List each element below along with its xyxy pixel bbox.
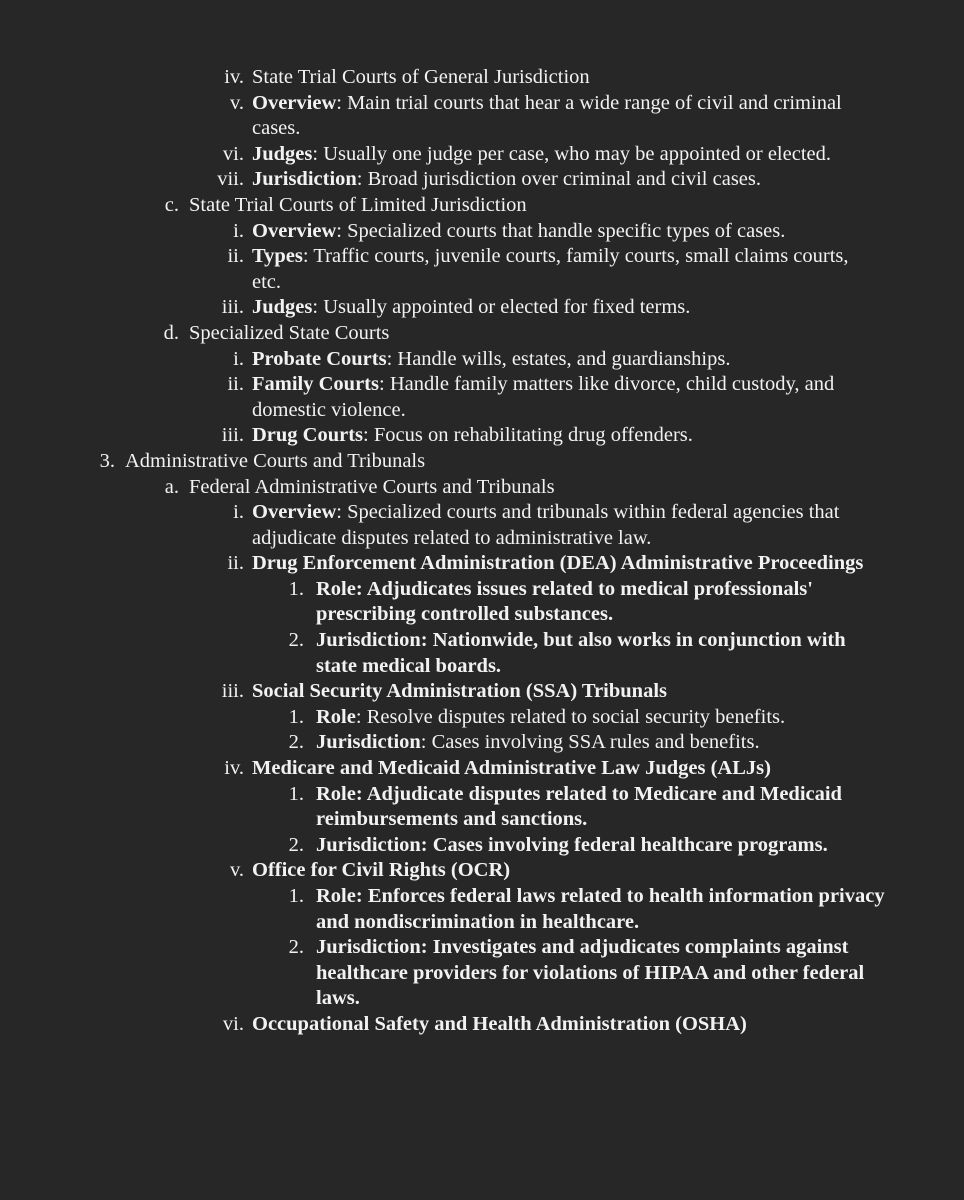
- item-text: [252, 347, 882, 373]
- item-text: [252, 679, 882, 705]
- list-marker: 2.: [288, 833, 304, 856]
- item-label: Office for Civil Rights (OCR): [252, 859, 511, 882]
- item-description: Specialized courts and tribunals within federal agencies that adjudicate disputes related to administrative law.: [252, 501, 840, 549]
- item-text: [252, 295, 882, 321]
- item-text: [252, 858, 882, 884]
- list-marker: 1.: [288, 577, 304, 600]
- outline-item: [0, 219, 964, 245]
- item-description: Main trial courts that hear a wide range of civil and criminal cases.: [252, 91, 842, 140]
- item-label: Role: [316, 885, 356, 907]
- item-label: Role: [316, 577, 356, 600]
- item-label: Probate Courts: [252, 347, 387, 370]
- label-separator: :: [378, 373, 390, 396]
- label-separator: :: [312, 142, 324, 165]
- item-label: Overview: [252, 219, 337, 242]
- item-text: [316, 833, 886, 859]
- item-text: [252, 372, 882, 423]
- outline-item: [0, 551, 964, 577]
- item-text: [252, 142, 882, 168]
- item-label: Overview: [252, 501, 337, 524]
- item-description: Usually appointed or elected for fixed terms.: [323, 296, 691, 319]
- outline-item: [0, 705, 964, 731]
- item-label: Administrative Courts and Tribunals: [125, 449, 426, 472]
- label-separator: :: [356, 168, 368, 191]
- list-marker: c.: [164, 193, 179, 216]
- outline-item: [0, 321, 964, 347]
- item-label: Drug Courts: [252, 424, 364, 447]
- item-label: Role: [316, 782, 356, 805]
- item-text: [316, 577, 886, 628]
- list-marker: vi.: [222, 142, 244, 165]
- item-description: Cases involving SSA rules and benefits.: [431, 731, 760, 754]
- label-separator: :: [420, 936, 433, 959]
- item-label: Drug Enforcement Administration (DEA) Administrative Proceedings: [252, 552, 864, 575]
- item-label: Judges: [252, 142, 313, 165]
- outline-item: [0, 347, 964, 373]
- item-text: [125, 449, 905, 475]
- outline-item: [0, 193, 964, 219]
- list-marker: iii.: [221, 680, 244, 703]
- list-marker: i.: [233, 219, 244, 242]
- item-label: State Trial Courts of Limited Jurisdiction: [189, 193, 527, 216]
- item-label: Judges: [252, 296, 313, 319]
- item-label: Medicare and Medicaid Administrative Law Judges (ALJs): [252, 757, 771, 780]
- label-separator: :: [420, 629, 433, 652]
- outline-item: [0, 65, 964, 91]
- item-text: [252, 500, 882, 551]
- list-marker: i.: [233, 347, 244, 370]
- list-marker: 1.: [288, 705, 304, 728]
- item-text: [252, 244, 882, 295]
- item-label: Jurisdiction: [316, 629, 421, 652]
- item-description: Adjudicate disputes related to Medicare and Medicaid reimbursements and sanctions.: [316, 782, 842, 831]
- outline-item: [0, 679, 964, 705]
- item-text: [316, 705, 886, 731]
- item-description: Enforces federal laws related to health information privacy and nondiscrimination in healthcare.: [316, 885, 885, 933]
- outline-item: [0, 884, 964, 935]
- list-marker: iv.: [224, 757, 244, 780]
- item-description: Usually one judge per case, who may be appointed or elected.: [323, 142, 831, 165]
- label-separator: :: [302, 245, 314, 268]
- item-text: [316, 628, 886, 679]
- outline-item: [0, 244, 964, 295]
- item-description: Handle family matters like divorce, child custody, and domestic violence.: [252, 373, 835, 421]
- item-description: Adjudicates issues related to medical professionals' prescribing controlled substances.: [316, 577, 813, 626]
- list-marker: iii.: [221, 296, 244, 319]
- item-label: Jurisdiction: [316, 833, 421, 856]
- list-marker: v.: [229, 91, 244, 114]
- item-description: Cases involving federal healthcare programs.: [432, 833, 828, 856]
- outline-item: [0, 628, 964, 679]
- outline-item: [0, 858, 964, 884]
- outline-item: [0, 449, 964, 475]
- item-text: [316, 782, 886, 833]
- label-separator: :: [420, 833, 433, 856]
- item-label: Types: [252, 245, 303, 268]
- list-marker: 2.: [288, 629, 304, 652]
- item-text: [316, 884, 886, 935]
- label-separator: :: [336, 219, 348, 242]
- outline-item: [0, 730, 964, 756]
- outline-item: [0, 372, 964, 423]
- list-marker: i.: [233, 501, 244, 524]
- outline-item: [0, 782, 964, 833]
- item-description: Focus on rehabilitating drug offenders.: [373, 424, 693, 447]
- list-marker: ii.: [227, 373, 244, 396]
- list-marker: 2.: [288, 731, 304, 754]
- label-separator: :: [336, 501, 348, 524]
- item-label: Occupational Safety and Health Administration (OSHA): [252, 1012, 747, 1035]
- item-description: Handle wills, estates, and guardianships.: [397, 347, 731, 370]
- item-label: Overview: [252, 91, 337, 114]
- item-label: Jurisdiction: [316, 731, 421, 754]
- list-marker: vi.: [222, 1012, 244, 1035]
- item-description: Specialized courts that handle specific types of cases.: [347, 219, 786, 242]
- outline-item: [0, 833, 964, 859]
- item-text: [252, 167, 882, 193]
- label-separator: :: [312, 296, 324, 319]
- outline-item: [0, 1012, 964, 1038]
- item-text: [316, 730, 886, 756]
- list-marker: ii.: [227, 245, 244, 268]
- label-separator: :: [355, 705, 367, 728]
- outline-item: [0, 91, 964, 142]
- outline-item: [0, 423, 964, 449]
- label-separator: :: [363, 424, 374, 447]
- item-label: Role: [316, 705, 356, 728]
- item-description: Nationwide, but also works in conjunction with state medical boards.: [316, 629, 846, 677]
- item-label: Jurisdiction: [252, 168, 357, 191]
- outline-item: [0, 295, 964, 321]
- item-text: [252, 65, 882, 91]
- list-marker: 1.: [288, 885, 304, 907]
- item-label: Federal Administrative Courts and Tribunals: [189, 475, 555, 498]
- item-label: Social Security Administration (SSA) Tribunals: [252, 680, 667, 703]
- list-marker: a.: [164, 475, 179, 498]
- item-label: Jurisdiction: [316, 936, 421, 959]
- outline-item: [0, 577, 964, 628]
- outline-item: [0, 142, 964, 168]
- list-marker: 2.: [288, 936, 304, 959]
- label-separator: :: [355, 782, 367, 805]
- outline-item: [0, 475, 964, 501]
- outline-item: [0, 167, 964, 193]
- item-description: Traffic courts, juvenile courts, family courts, small claims courts, etc.: [252, 245, 849, 293]
- item-text: [252, 1012, 882, 1038]
- item-label: Family Courts: [252, 373, 379, 396]
- list-marker: v.: [229, 859, 244, 882]
- outline-item: [0, 935, 964, 1012]
- list-marker: 1.: [288, 782, 304, 805]
- outline-item: [0, 500, 964, 551]
- item-description: Broad jurisdiction over criminal and civil cases.: [367, 168, 761, 191]
- item-text: [252, 756, 882, 782]
- list-marker: 3.: [99, 449, 115, 472]
- label-separator: :: [336, 91, 348, 114]
- item-text: [189, 193, 889, 219]
- label-separator: :: [355, 885, 368, 907]
- item-label: State Trial Courts of General Jurisdiction: [252, 66, 590, 88]
- item-label: Specialized State Courts: [189, 321, 390, 344]
- list-marker: d.: [163, 321, 179, 344]
- item-text: [189, 321, 889, 347]
- item-text: [252, 219, 882, 245]
- item-description: Resolve disputes related to social security benefits.: [366, 705, 786, 728]
- item-text: [252, 551, 882, 577]
- list-marker: iv.: [224, 66, 244, 88]
- item-description: Investigates and adjudicates complaints against healthcare providers for violations of HIPAA and other federal laws.: [316, 936, 865, 1010]
- list-marker: vii.: [217, 168, 244, 191]
- label-separator: :: [386, 347, 398, 370]
- label-separator: :: [355, 577, 367, 600]
- item-text: [189, 475, 889, 501]
- item-text: [316, 935, 886, 1012]
- item-text: [252, 91, 882, 142]
- outline-item: [0, 756, 964, 782]
- list-marker: iii.: [221, 424, 244, 447]
- label-separator: :: [420, 731, 432, 754]
- list-marker: ii.: [227, 552, 244, 575]
- item-text: [252, 423, 882, 449]
